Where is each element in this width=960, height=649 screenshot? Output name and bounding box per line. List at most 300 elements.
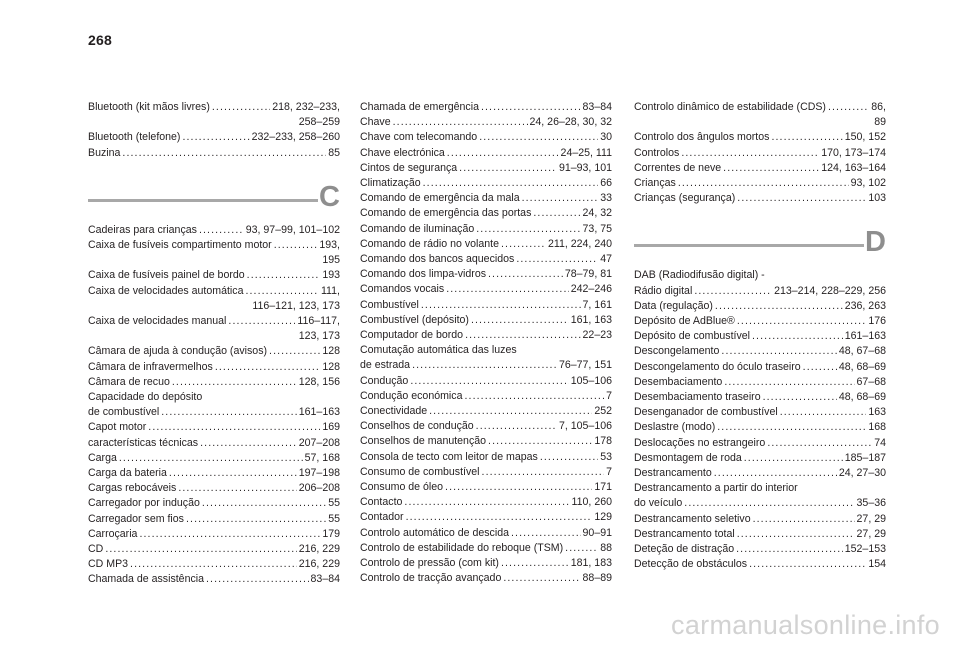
- index-line: [360, 556, 612, 571]
- index-entry: [634, 542, 886, 557]
- index-term: Chave electrónica: [360, 146, 445, 159]
- page-references: 163: [868, 406, 886, 419]
- dot-leader: [749, 557, 866, 572]
- page-references: 178: [594, 435, 612, 448]
- page-references: 22–23: [582, 329, 612, 342]
- page-references: 88: [600, 541, 612, 554]
- index-term: Caixa de velocidades manual: [88, 315, 227, 328]
- dot-leader: [404, 495, 569, 510]
- page-references: 7, 161: [582, 298, 612, 311]
- index-term: Cadeiras para crianças: [88, 223, 197, 236]
- dot-leader: [274, 238, 318, 253]
- index-line: [634, 344, 886, 359]
- index-entry: [360, 222, 612, 237]
- index-entry: [634, 481, 886, 511]
- dot-leader: [421, 298, 581, 313]
- page-references: 216, 229: [298, 543, 340, 556]
- index-term: Comando de emergência das portas: [360, 207, 532, 220]
- index-term: Consumo de óleo: [360, 481, 444, 494]
- page-references: 93, 102: [850, 177, 886, 190]
- page-references: 232–233, 258–260: [251, 131, 340, 144]
- dot-leader: [471, 313, 569, 328]
- index-entry: [88, 130, 340, 145]
- dot-leader: [139, 527, 320, 542]
- page-references: 47: [600, 253, 612, 266]
- index-line: [360, 450, 612, 465]
- page-references: 181, 183: [570, 557, 612, 570]
- dot-leader: [412, 358, 557, 373]
- index-line: [360, 526, 612, 541]
- page-references: 7: [606, 389, 612, 402]
- page-references: 129: [594, 511, 612, 524]
- index-entry: [88, 238, 340, 268]
- index-line: [634, 146, 886, 161]
- index-term: Bluetooth (kit mãos livres): [88, 101, 210, 113]
- index-entry: [88, 496, 340, 511]
- index-entry: [360, 328, 612, 343]
- index-line: [360, 480, 612, 495]
- index-term: Carga da bateria: [88, 467, 167, 480]
- page-references: 161–163: [844, 330, 886, 343]
- dot-leader: [459, 161, 557, 176]
- index-line: [88, 481, 340, 496]
- dot-leader: [393, 115, 528, 130]
- page-references: 24, 26–28, 30, 32: [529, 116, 612, 129]
- page-references: 24, 27–30: [838, 467, 886, 480]
- index-entry: [360, 419, 612, 434]
- index-entry: [360, 571, 612, 586]
- page-references: 236, 263: [844, 299, 886, 312]
- index-entry: [360, 115, 612, 130]
- page-references-continued: 123, 173: [298, 330, 340, 343]
- index-term: Desembaciamento traseiro: [634, 391, 761, 404]
- index-term: Carga: [88, 451, 117, 464]
- index-term: características técnicas: [88, 436, 199, 449]
- index-line: [360, 313, 612, 328]
- index-term: CD MP3: [88, 558, 129, 571]
- index-term: Condução: [360, 374, 409, 387]
- index-term: Contacto: [360, 496, 403, 509]
- index-entry: [88, 100, 340, 130]
- page-references: 24, 32: [582, 207, 612, 220]
- index-entry: [88, 375, 340, 390]
- page-references: 55: [328, 512, 340, 525]
- dot-leader: [724, 375, 854, 390]
- page-references: 161–163: [298, 406, 340, 419]
- index-entry: [88, 572, 340, 587]
- dot-leader: [446, 282, 569, 297]
- index-line: [634, 451, 886, 466]
- index-line: [88, 284, 340, 299]
- index-term: de estrada: [360, 359, 411, 372]
- index-line: [88, 542, 340, 557]
- index-line: [360, 571, 612, 586]
- index-line: [88, 314, 340, 329]
- dot-leader: [481, 100, 581, 115]
- index-term: Data (regulação): [634, 299, 713, 312]
- index-entry: [360, 100, 612, 115]
- page-references: 161, 163: [570, 313, 612, 326]
- index-term: Depósito de AdBlue®: [634, 315, 735, 328]
- index-line: [360, 176, 612, 191]
- dot-leader: [245, 284, 318, 299]
- index-entry: [88, 268, 340, 283]
- index-term: Desmontagem de roda: [634, 451, 742, 464]
- index-term: Comando de rádio no volante: [360, 237, 499, 250]
- page-references: 48, 67–68: [838, 345, 886, 358]
- index-term: Caixa de velocidades automática: [88, 284, 244, 297]
- index-entry: [634, 375, 886, 390]
- index-term: Crianças: [634, 177, 676, 190]
- dot-leader: [464, 389, 604, 404]
- dot-leader: [119, 451, 303, 466]
- index-entry: [634, 360, 886, 375]
- index-line: [360, 222, 612, 237]
- page-references: 193,: [319, 239, 340, 252]
- index-line: [88, 436, 340, 451]
- dot-leader: [721, 344, 836, 359]
- index-entry: [634, 191, 886, 206]
- index-entry: [360, 480, 612, 495]
- index-term: Deslocações no estrangeiro: [634, 436, 766, 449]
- index-column-1: [88, 100, 340, 588]
- index-entry: [634, 176, 886, 191]
- index-term: Carroçaria: [88, 527, 138, 540]
- page-references: 27, 29: [856, 512, 886, 525]
- index-term: Câmara de infravermelhos: [88, 360, 213, 373]
- page-references: 218, 232–233,: [272, 101, 340, 113]
- index-line: [360, 510, 612, 525]
- index-term: Capot motor: [88, 421, 147, 434]
- index-term: Conectividade: [360, 405, 428, 418]
- index-line: [634, 130, 886, 145]
- index-term: Comandos vocais: [360, 283, 445, 296]
- index-term: Carregador sem fios: [88, 512, 184, 525]
- dot-leader: [503, 571, 580, 586]
- index-line: [634, 161, 886, 176]
- dot-leader: [202, 496, 326, 511]
- index-term: Chamada de emergência: [360, 101, 479, 113]
- dot-leader: [501, 237, 546, 252]
- page-references: 66: [600, 177, 612, 190]
- index-line: [634, 299, 886, 314]
- section-divider: [634, 244, 864, 247]
- dot-leader: [501, 556, 569, 571]
- index-line: [634, 390, 886, 405]
- dot-leader: [516, 252, 598, 267]
- dot-leader: [130, 557, 297, 572]
- index-term: Controlo de tracção avançado: [360, 572, 502, 585]
- dot-leader: [737, 314, 866, 329]
- index-entry: [360, 267, 612, 282]
- index-entry: [634, 100, 886, 130]
- index-term: Consumo de combustível: [360, 465, 480, 478]
- index-entry: [634, 130, 886, 145]
- section-letter: C: [319, 180, 340, 213]
- index-entry: [88, 223, 340, 238]
- index-entry: [634, 344, 886, 359]
- dot-leader: [122, 146, 326, 161]
- index-entry: [634, 420, 886, 435]
- index-term: Chave com telecomando: [360, 131, 478, 144]
- index-entry: [360, 130, 612, 145]
- index-column-3: [634, 100, 886, 572]
- index-line: [360, 389, 612, 404]
- index-line: [360, 206, 612, 221]
- dot-leader: [161, 405, 297, 420]
- page-references: 111,: [320, 284, 340, 297]
- dot-leader: [540, 450, 598, 465]
- page-references: 168: [868, 421, 886, 434]
- index-entry: [360, 237, 612, 252]
- page-references: 53: [600, 450, 612, 463]
- index-entry: [634, 436, 886, 451]
- index-entry: [360, 146, 612, 161]
- page-references: 105–106: [570, 374, 612, 387]
- index-line: [634, 375, 886, 390]
- index-entry: [634, 451, 886, 466]
- index-term: Rádio digital: [634, 284, 693, 297]
- index-line: [360, 146, 612, 161]
- index-term: Câmara de ajuda à condução (avisos): [88, 345, 268, 358]
- index-entry: [360, 526, 612, 541]
- page-references: 91–93, 101: [558, 161, 612, 174]
- dot-leader: [678, 176, 849, 191]
- index-entry: [88, 360, 340, 375]
- dot-leader: [199, 223, 244, 238]
- dot-leader: [488, 267, 563, 282]
- page-references: 93, 97–99, 101–102: [245, 223, 340, 236]
- page-references: 211, 224, 240: [547, 237, 612, 250]
- dot-leader: [465, 328, 580, 343]
- page-references: 179: [322, 527, 340, 540]
- index-line: [634, 466, 886, 481]
- dot-leader: [247, 268, 321, 283]
- index-entry: [88, 390, 340, 420]
- index-term: Descongelamento do óculo traseiro: [634, 360, 801, 373]
- index-line: [360, 161, 612, 176]
- dot-leader: [447, 146, 559, 161]
- dot-leader: [803, 360, 837, 375]
- dot-leader: [269, 344, 320, 359]
- index-line: [88, 146, 340, 161]
- section-header-d: [634, 228, 886, 260]
- index-line: [634, 100, 886, 115]
- index-entry: [634, 405, 886, 420]
- index-term: Conselhos de manutenção: [360, 435, 487, 448]
- dot-leader: [476, 419, 557, 434]
- index-entry: [634, 146, 886, 161]
- index-line: [634, 542, 886, 557]
- index-entry: [360, 206, 612, 221]
- dot-leader: [767, 436, 872, 451]
- index-line: [88, 375, 340, 390]
- index-line: [360, 465, 612, 480]
- index-term-line: Comutação automática das luzes: [360, 344, 517, 357]
- index-line: [360, 328, 612, 343]
- index-term: Desenganador de combustível: [634, 406, 778, 419]
- index-term: Cargas rebocáveis: [88, 482, 177, 495]
- index-line: [360, 358, 612, 373]
- index-term: Crianças (segurança): [634, 192, 736, 205]
- index-entry: [634, 329, 886, 344]
- dot-leader: [476, 222, 580, 237]
- page-references: 83–84: [310, 573, 340, 586]
- dot-leader: [511, 526, 581, 541]
- page-references: 216, 229: [298, 558, 340, 571]
- page-references: 176: [868, 315, 886, 328]
- dot-leader: [212, 100, 270, 115]
- index-term: Combustível: [360, 298, 419, 311]
- index-entry: [360, 374, 612, 389]
- index-line: [88, 420, 340, 435]
- watermark: carmanualsonline.info: [671, 610, 940, 640]
- section-letter: D: [865, 226, 886, 259]
- index-line: [88, 451, 340, 466]
- index-entry: [88, 420, 340, 435]
- index-line: [88, 238, 340, 253]
- page-references: 150, 152: [844, 131, 886, 144]
- page-references: 193: [322, 269, 340, 282]
- index-line: [360, 404, 612, 419]
- index-line: [634, 420, 886, 435]
- index-entry: [360, 282, 612, 297]
- index-term: Deslastre (modo): [634, 421, 716, 434]
- index-term: Comando de emergência da mala: [360, 192, 520, 205]
- page-references: 78–79, 81: [564, 268, 612, 281]
- index-entry: [634, 466, 886, 481]
- dot-leader: [429, 404, 592, 419]
- index-entry: [360, 510, 612, 525]
- dot-leader: [423, 176, 599, 191]
- index-term: Controlos: [634, 146, 680, 159]
- index-entry: [360, 191, 612, 206]
- index-entry: [634, 299, 886, 314]
- page-references: 197–198: [298, 467, 340, 480]
- section-header-c: [88, 180, 340, 215]
- index-line: [360, 282, 612, 297]
- page-references: 128: [322, 360, 340, 373]
- dot-leader: [406, 510, 593, 525]
- page-number: 268: [88, 32, 112, 48]
- page-references: 57, 168: [304, 451, 340, 464]
- index-line: [360, 298, 612, 313]
- index-entry: [360, 389, 612, 404]
- page-references: 206–208: [298, 482, 340, 495]
- index-line: [360, 115, 612, 130]
- dot-leader: [681, 146, 819, 161]
- dot-leader: [445, 480, 592, 495]
- page-references-continued: 89: [874, 116, 886, 129]
- index-entry: [88, 146, 340, 161]
- dot-leader: [744, 451, 843, 466]
- page-references: 33: [600, 192, 612, 205]
- index-entry: [88, 314, 340, 344]
- dot-leader: [780, 405, 867, 420]
- page-references: 213–214, 228–229, 256: [774, 284, 886, 297]
- section-divider: [88, 199, 318, 202]
- index-line: [360, 374, 612, 389]
- page-references: 7, 105–106: [558, 420, 612, 433]
- dot-leader: [105, 542, 296, 557]
- dot-leader: [169, 466, 297, 481]
- index-line: [88, 360, 340, 375]
- index-term: Controlo dinâmico de estabilidade (CDS): [634, 101, 826, 113]
- index-entry: [360, 541, 612, 556]
- page-references: 103: [868, 192, 886, 205]
- index-line: [88, 496, 340, 511]
- page-references: 27, 29: [856, 527, 886, 540]
- index-entry: [88, 436, 340, 451]
- dot-leader: [482, 465, 605, 480]
- index-line: [88, 405, 340, 420]
- index-entry: [360, 343, 612, 373]
- index-line: [634, 557, 886, 572]
- index-entry: [634, 314, 886, 329]
- index-line: [88, 268, 340, 283]
- index-term: Comando dos limpa-vidros: [360, 268, 487, 281]
- index-entry: [360, 404, 612, 419]
- page-references: 7: [606, 465, 612, 478]
- index-term: Carregador por indução: [88, 497, 200, 510]
- dot-leader: [753, 512, 855, 527]
- index-column-2: [360, 100, 612, 587]
- page-references: 76–77, 151: [558, 359, 612, 372]
- page-references: 73, 75: [582, 222, 612, 235]
- index-term: Descongelamento: [634, 345, 720, 358]
- dot-leader: [178, 481, 296, 496]
- index-entry: [634, 557, 886, 572]
- index-line: [634, 314, 886, 329]
- index-line: [634, 405, 886, 420]
- index-line: [360, 541, 612, 556]
- index-line: [88, 130, 340, 145]
- index-term: Chamada de assistência: [88, 573, 205, 586]
- index-entry: [360, 252, 612, 267]
- page-references: 169: [322, 421, 340, 434]
- dot-leader: [737, 191, 866, 206]
- dot-leader: [694, 284, 772, 299]
- page-references: 207–208: [298, 436, 340, 449]
- page-references: 152–153: [844, 543, 886, 556]
- index-line: [634, 360, 886, 375]
- dot-leader: [771, 130, 842, 145]
- dot-leader: [763, 390, 837, 405]
- dot-leader: [186, 512, 326, 527]
- index-line: [634, 527, 886, 542]
- index-entry: [360, 556, 612, 571]
- index-term: de combustível: [88, 406, 160, 419]
- dot-leader: [752, 329, 843, 344]
- index-term: Controlo de pressão (com kit): [360, 557, 499, 570]
- index-line: [634, 496, 886, 511]
- index-term: Climatização: [360, 177, 421, 190]
- index-term: Bluetooth (telefone): [88, 131, 181, 144]
- index-entry: [360, 495, 612, 510]
- page-references: 88–89: [582, 572, 612, 585]
- index-line: [360, 419, 612, 434]
- dot-leader: [206, 572, 309, 587]
- page-references: 252: [594, 405, 612, 418]
- index-term: Buzina: [88, 146, 121, 159]
- index-entry: [634, 268, 886, 298]
- dot-leader: [215, 360, 320, 375]
- index-entry: [360, 298, 612, 313]
- page-references: 24–25, 111: [560, 146, 612, 159]
- page-references: 242–246: [570, 283, 612, 296]
- index-term: Desembaciamento: [634, 375, 723, 388]
- index-term: Comando dos bancos aquecidos: [360, 253, 515, 266]
